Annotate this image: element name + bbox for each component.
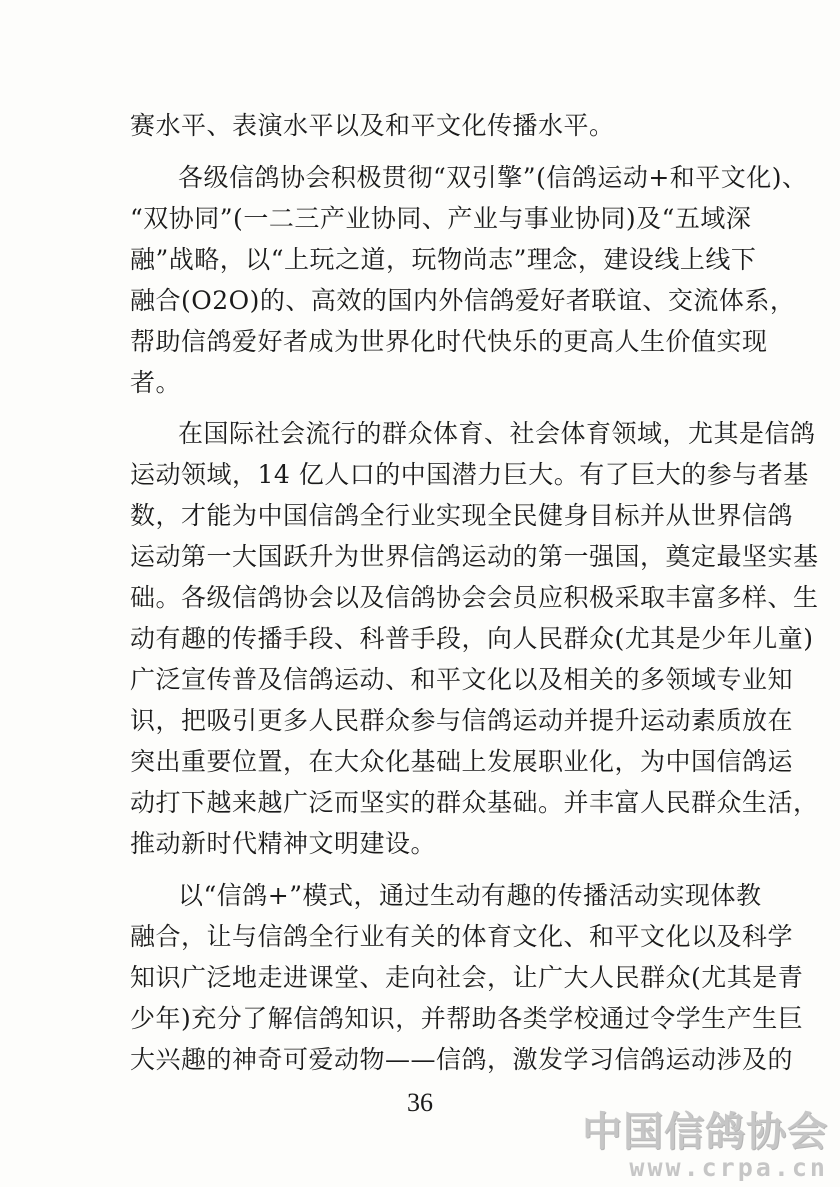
text-line: [0, 742, 840, 782]
text-line: [0, 701, 840, 741]
line-text: 运动领域，14 亿人口的中国潜力巨大。有了巨大的参与者基: [130, 460, 809, 489]
text-line: [0, 537, 840, 577]
line-text: 大兴趣的神奇可爱动物——信鸽，激发学习信鸽运动涉及的: [130, 1045, 794, 1074]
line-text: 各级信鸽协会积极贯彻“双引擎”(信鸽运动+和平文化)、: [178, 163, 808, 192]
line-text: 少年)充分了解信鸽知识，并帮助各类学校通过令学生产生巨: [130, 1004, 804, 1033]
line-text: 者。: [130, 368, 182, 397]
text-line: [0, 578, 840, 618]
line-text: 推动新时代精神文明建设。: [130, 829, 437, 858]
text-line: [0, 281, 840, 321]
watermark: [582, 1110, 828, 1182]
text-line: [0, 1040, 840, 1080]
line-text: 在国际社会流行的群众体育、社会体育领域，尤其是信鸽: [178, 419, 816, 448]
watermark-title: 中国信鸽协会: [582, 1109, 828, 1155]
text-line: [0, 455, 840, 495]
text-line: [0, 322, 840, 362]
page-number: 36: [407, 1088, 433, 1117]
line-text: 融合，让与信鸽全行业有关的体育文化、和平文化以及科学: [130, 922, 794, 951]
line-text: 动打下越来越广泛而坚实的群众基础。并丰富人民群众生活，: [130, 788, 819, 817]
text-line: [0, 783, 840, 823]
line-text: 以“信鸽+”模式，通过生动有趣的传播活动实现体教: [178, 881, 762, 910]
text-line: [0, 414, 840, 454]
text-line: [0, 106, 840, 146]
line-text: 融合(O2O)的、高效的国内外信鸽爱好者联谊、交流体系，: [130, 286, 796, 315]
line-text: 突出重要位置，在大众化基础上发展职业化，为中国信鸽运: [130, 747, 794, 776]
text-line: [0, 876, 840, 916]
watermark-url: www.crpa.cn: [629, 1153, 828, 1182]
text-line: [0, 240, 840, 280]
text-line: [0, 496, 840, 536]
text-line: [0, 958, 840, 998]
line-text: 识，把吸引更多人民群众参与信鸽运动并提升运动素质放在: [130, 706, 794, 735]
line-text: 融”战略，以“上玩之道，玩物尚志”理念，建设线上线下: [130, 245, 757, 274]
text-line: [0, 999, 840, 1039]
line-text: 础。各级信鸽协会以及信鸽协会会员应积极采取丰富多样、生: [130, 583, 819, 612]
line-text: 帮助信鸽爱好者成为世界化时代快乐的更高人生价值实现: [130, 327, 768, 356]
text-line: [0, 158, 840, 198]
text-line: [0, 199, 840, 239]
text-line: [0, 917, 840, 957]
line-text: 知识广泛地走进课堂、走向社会，让广大人民群众(尤其是青: [130, 963, 804, 992]
text-line: [0, 824, 840, 864]
line-text: 广泛宣传普及信鸽运动、和平文化以及相关的多领域专业知: [130, 665, 794, 694]
line-text: 数，才能为中国信鸽全行业实现全民健身目标并从世界信鸽: [130, 501, 794, 530]
line-text: 动有趣的传播手段、科普手段，向人民群众(尤其是少年儿童): [130, 624, 814, 653]
text-line: [0, 363, 840, 403]
line-text: 运动第一大国跃升为世界信鸽运动的第一强国，奠定最坚实基: [130, 542, 819, 571]
text-line: [0, 660, 840, 700]
text-line: [0, 619, 840, 659]
line-text: “双协同”(一二三产业协同、产业与事业协同)及“五域深: [130, 204, 752, 233]
line-text: 赛水平、表演水平以及和平文化传播水平。: [130, 111, 615, 140]
